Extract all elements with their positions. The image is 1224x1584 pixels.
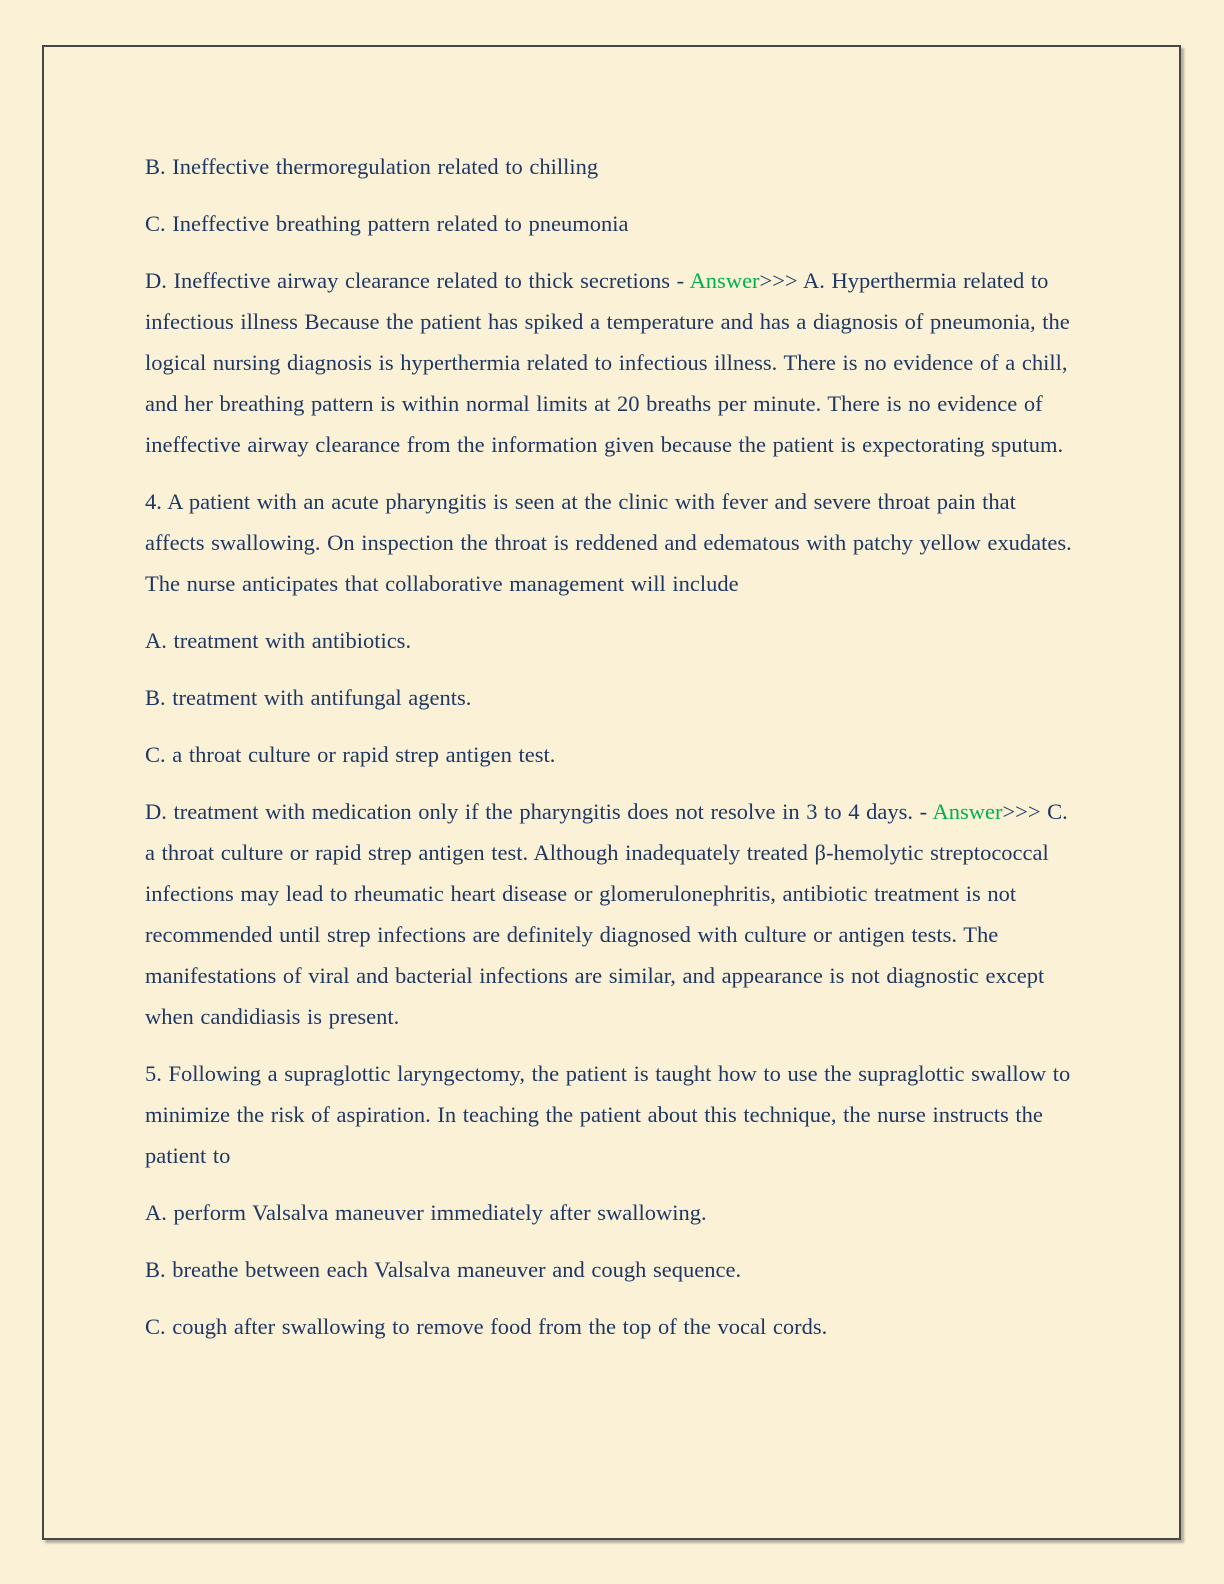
paragraph (145, 1306, 1081, 1347)
text-run: D. Ineffective airway clearance related to thick secretions - (145, 268, 690, 293)
paragraph (145, 734, 1081, 775)
text-run: C. Ineffective breathing pattern related to pneumonia (145, 211, 629, 236)
page-border-frame (42, 45, 1181, 1540)
text-run: C. cough after swallowing to remove food from the top of the vocal cords. (145, 1314, 828, 1339)
document-body (44, 47, 1179, 1538)
text-run: 5. Following a supraglottic laryngectomy, the patient is taught how to use the supraglottic swallow to minimize the risk of aspiration. In teaching the patient about this technique, the nurse instructs the patient to (145, 1061, 1071, 1168)
paragraph (145, 203, 1081, 244)
answer-label: Answer (932, 799, 1003, 824)
paragraph (145, 260, 1081, 465)
text-run: B. breathe between each Valsalva maneuver and cough sequence. (145, 1257, 742, 1282)
paragraph (145, 146, 1081, 187)
text-run: >>> A. Hyperthermia related to infectious illness Because the patient has spiked a temperature and has a diagnosis of pneumonia, the logical nursing diagnosis is hyperthermia related to infectious illness. There is no evidence of a chill, and her breathing pattern is within normal limits at 20 breaths per minute. There is no evidence of ineffective airway clearance from the information given because the patient is expectorating sputum. (145, 268, 1070, 457)
paragraph (145, 1053, 1081, 1176)
paragraph (145, 481, 1081, 604)
text-run: A. perform Valsalva maneuver immediately after swallowing. (145, 1200, 707, 1225)
text-run: >>> C. a throat culture or rapid strep antigen test. Although inadequately treated β-hemolytic streptococcal infections may lead to rheumatic heart disease or glomerulonephritis, antibiotic treatment is not recommended until strep infections are definitely diagnosed with culture or antigen tests. The manifestations of viral and bacterial infections are similar, and appearance is not diagnostic except when candidiasis is present. (145, 799, 1068, 1029)
answer-label: Answer (689, 268, 760, 293)
text-run: A. treatment with antibiotics. (145, 628, 412, 653)
paragraph (145, 677, 1081, 718)
text-run: D. treatment with medication only if the pharyngitis does not resolve in 3 to 4 days. - (145, 799, 933, 824)
paragraph (145, 620, 1081, 661)
text-run: C. a throat culture or rapid strep antigen test. (145, 742, 556, 767)
text-run: B. treatment with antifungal agents. (145, 685, 472, 710)
paragraph (145, 1192, 1081, 1233)
text-run: B. Ineffective thermoregulation related to chilling (145, 154, 599, 179)
paragraph (145, 791, 1081, 1037)
paragraph (145, 1249, 1081, 1290)
text-run: 4. A patient with an acute pharyngitis is seen at the clinic with fever and severe throat pain that affects swallowing. On inspection the throat is reddened and edematous with patchy yellow exudates. The nurse anticipates that collaborative management will include (145, 489, 1072, 596)
